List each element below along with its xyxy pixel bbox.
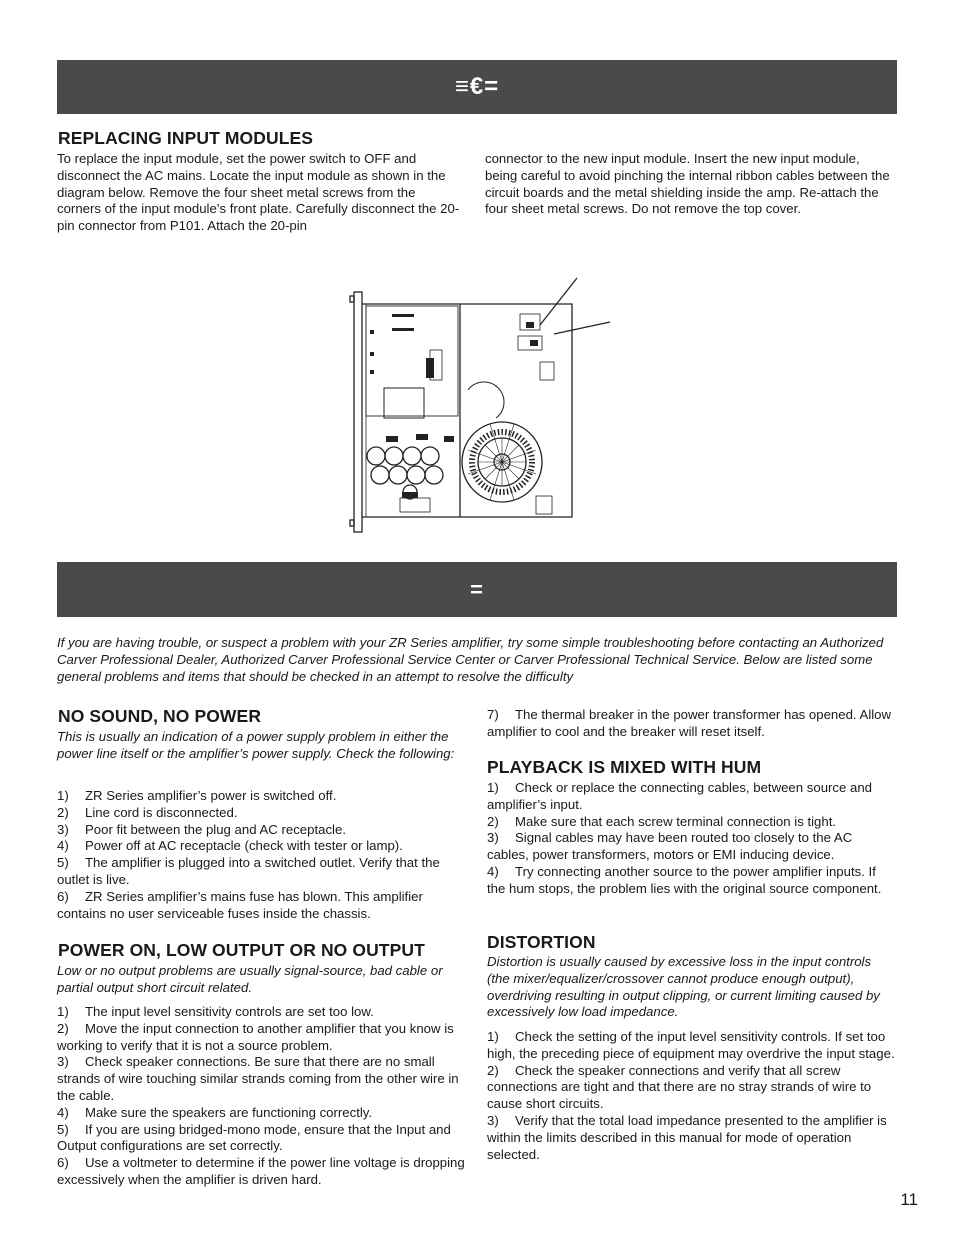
heading-low-output: POWER ON, LOW OUTPUT OR NO OUTPUT [58,940,425,960]
hum-list [487,780,897,898]
list-item: 3) Signal cables may have been routed too closely to the AC cables, power transformers, motors or EMI inducing device. [487,830,853,863]
no-sound-list [57,788,462,922]
list-item: 3) Verify that the total load impedance presented to the amplifier is within the limits described in this manual for mode of operation selected. [487,1112,887,1162]
list-item: 7) The thermal breaker in the power transformer has opened. Allow amplifier to cool and the breaker will reset itself. [487,707,892,739]
troubleshooting-intro: If you are having trouble, or suspect a problem with your ZR Series amplifier, try some simple troubleshooting before contacting an Authorized Carver Professional Dealer, Authorized Carver Professional Service Center or Carver Professional Technical Service. Below are listed some general problems and items that should be checked in an attempt to resolve the difficulty [57,635,884,684]
list-item: 4) Try connecting another source to the power amplifier inputs. If the hum stops, the problem lies with the original source component. [487,863,882,896]
list-item: 6) Use a voltmeter to determine if the power line voltage is dropping excessively when the amplifier is driven hard. [57,1155,465,1187]
banner-top-glyph: ≡€= [454,73,500,100]
heading-playback-hum: PLAYBACK IS MIXED WITH HUM [487,757,762,777]
heading-no-sound-no-power: NO SOUND, NO POWER [58,706,262,726]
distortion-intro: Distortion is usually caused by excessive loss in the input controls (the mixer/equalizer/crossover cannot produce enough output), overdriving resulting in output clipping, or current limiting caused by excessively low load impedance. [487,954,880,1020]
list-item: 6) ZR Series amplifier’s mains fuse has blown. This amplifier contains no user serviceable fuses inside the chassis. [57,888,423,921]
list-item: 4) Power off at AC receptacle (check with tester or lamp). [57,838,403,854]
replacing-text-left: To replace the input module, set the power switch to OFF and disconnect the AC mains. Locate the input module as shown in the diagram below. Remove the four sheet metal screws from the corners of the input module’s front plate. Carefully disconnect the 20-pin connector from P101. Attach the 20-pin [57,151,460,234]
banner-mid-glyph: = [470,576,484,602]
section-banner-top [57,60,897,114]
list-item: 2) Move the input connection to another amplifier that you know is working to verify that it is not a source problem. [57,1020,454,1053]
list-item: 3) Check speaker connections. Be sure that there are no small strands of wire touching similar strands coming from the other wire in the cable. [57,1054,459,1103]
list-item: 1) Check the setting of the input level sensitivity controls. If set too high, the preceding piece of equipment may overdrive the input stage. [487,1029,895,1061]
no-sound-list-continued [487,707,897,741]
list-item: 2) Line cord is disconnected. [57,804,238,820]
list-item: 2) Check the speaker connections and verify that all screw connections are tight and that there are no stray strands of wire to cause short circuits. [487,1062,872,1112]
heading-distortion: DISTORTION [487,932,596,952]
heading-replacing-input-modules: REPLACING INPUT MODULES [58,128,314,148]
list-item: 1) The input level sensitivity controls are set too low. [57,1004,374,1019]
list-item: 3) Poor fit between the plug and AC receptacle. [57,821,346,837]
distortion-list [487,1029,897,1163]
replacing-text-right: connector to the new input module. Insert the new input module, being careful to avoid pinching the internal ribbon cables between the circuit boards and the metal shielding inside the amp. Re-attach the four sheet metal screws. Do not remove the top cover. [485,151,890,217]
low-output-list [57,1004,467,1189]
list-item: 4) Make sure the speakers are functioning correctly. [57,1104,373,1120]
page-number: 11 [900,1190,918,1209]
low-output-intro: Low or no output problems are usually signal-source, bad cable or partial output short circuit related. [57,963,443,995]
list-item: 2) Make sure that each screw terminal connection is tight. [487,813,837,829]
list-item: 5) If you are using bridged-mono mode, ensure that the Input and Output configurations are set correctly. [57,1121,451,1154]
section-banner-troubleshooting [57,562,897,617]
list-item: 1) Check or replace the connecting cables, between source and amplifier’s input. [487,780,873,812]
amplifier-diagram [340,270,680,540]
no-sound-intro: This is usually an indication of a power supply problem in either the power line itself or the amplifier’s power supply. Check the following: [57,729,455,761]
list-item: 5) The amplifier is plugged into a switched outlet. Verify that the outlet is live. [57,855,440,887]
list-item: 1) ZR Series amplifier’s power is switched off. [57,788,337,803]
